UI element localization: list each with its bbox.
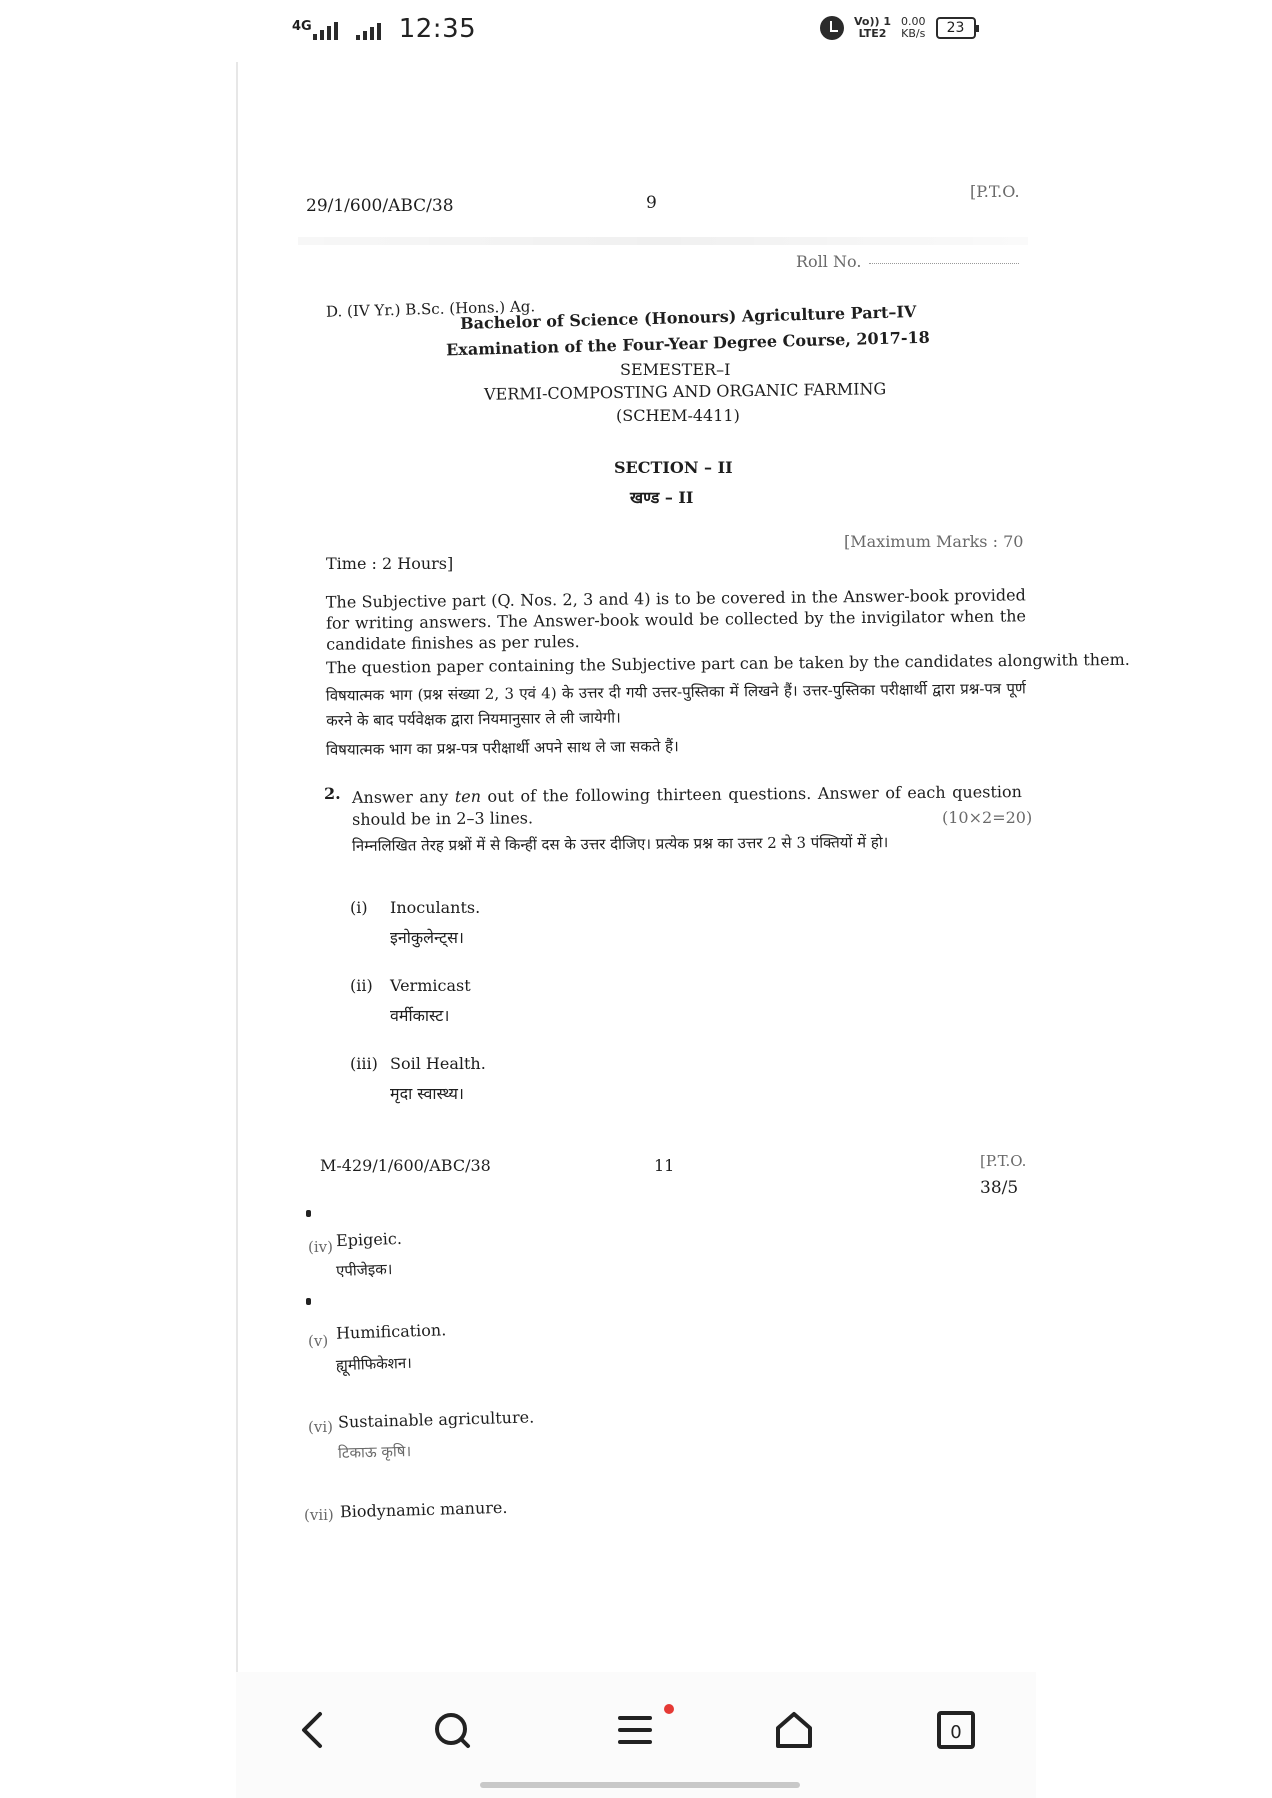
instruction-hi-1: विषयात्मक भाग (प्रश्न संख्या 2, 3 एवं 4) के उत्तर दी गयी उत्तर-पुस्तिका में लिखने हैं। उत्तर-पुस्तिका परीक्षार्थी द्वारा प्रश्न-पत्र पूर्ण करने के बाद पर्यवेक्षक द्वारा नियमानुसार ले ली जायेगी। [325, 679, 1026, 730]
back-arrow-icon [286, 1702, 342, 1758]
tabs-button[interactable] [928, 1702, 984, 1758]
semester: SEMESTER–I [620, 360, 731, 379]
tabs-icon [928, 1702, 984, 1758]
exam-line: Examination of the Four-Year Degree Course, 2017-18 [445, 327, 931, 360]
item-en: Vermicast [390, 976, 471, 995]
section-en: SECTION – II [614, 458, 733, 477]
question-text-post: out of the following thirteen questions. Answer of each question should be in 2–3 lines. [352, 782, 1022, 829]
speed-unit: KB/s [901, 27, 926, 40]
binding-mark [306, 1210, 311, 1217]
time-label: Time : 2 Hours] [326, 554, 454, 573]
roll-no-label: Roll No. [796, 252, 862, 271]
volte-bottom: LTE2 [858, 27, 887, 40]
menu-icon [608, 1702, 664, 1758]
header-page-number: 9 [646, 193, 657, 213]
max-marks: [Maximum Marks : 70 [844, 532, 1024, 551]
item-number: (ii) [350, 976, 373, 995]
navigation-bar [236, 1672, 1036, 1798]
question-marks: (10×2=20) [942, 808, 1033, 827]
back-button[interactable] [286, 1702, 342, 1758]
footer-page-number: 11 [654, 1156, 675, 1175]
search-icon [424, 1702, 480, 1758]
item-number: (v) [308, 1332, 329, 1350]
item-hi: वर्मीकास्ट। [390, 1006, 450, 1025]
paper-code: (SCHEM-4411) [616, 406, 740, 425]
instruction-en-2: The question paper containing the Subjective part can be taken by the candidates alongwith them. [325, 649, 1130, 678]
instruction-en-1: The Subjective part (Q. Nos. 2, 3 and 4) is to be covered in the Answer-book provided for writing answers. The Answer-book would be collected by the invigilator when the candidate finishes as per rules. [325, 585, 1027, 654]
gesture-bar[interactable] [480, 1782, 800, 1788]
signal-sim2-icon [356, 18, 381, 40]
signal-4g-icon [292, 18, 338, 40]
search-button[interactable] [424, 1702, 480, 1758]
question-text-em: ten [454, 786, 482, 807]
status-bar [0, 0, 1272, 62]
battery-icon [936, 17, 976, 39]
item-hi: इनोकुलेन्ट्स। [390, 928, 464, 947]
item-number: (iii) [350, 1054, 378, 1073]
footer-sheet-number: 38/5 [980, 1178, 1019, 1198]
binding-mark [306, 1298, 311, 1305]
alarm-icon [820, 16, 844, 40]
item-en: Epigeic. [335, 1228, 403, 1251]
item-number: (vii) [304, 1506, 334, 1524]
header-code: 29/1/600/ABC/38 [306, 196, 454, 216]
item-hi: टिकाऊ कृषि। [337, 1442, 412, 1462]
item-number: (i) [350, 898, 368, 917]
item-en: Humification. [335, 1320, 447, 1343]
network-label: 4G [292, 19, 312, 34]
home-icon [766, 1702, 822, 1758]
menu-button[interactable] [608, 1702, 664, 1758]
scan-artifact [298, 237, 1028, 245]
item-en: Inoculants. [390, 898, 481, 917]
footer-code: M-429/1/600/ABC/38 [320, 1156, 491, 1175]
speed-value: 0.00 [901, 15, 926, 28]
instruction-hi-2: विषयात्मक भाग का प्रश्न-पत्र परीक्षार्थी अपने साथ ले जा सकते हैं। [325, 737, 679, 759]
volte-indicator [854, 16, 891, 40]
header-pto: [P.T.O. [970, 182, 1020, 201]
network-speed [901, 16, 926, 40]
item-hi: मृदा स्वास्थ्य। [390, 1084, 464, 1103]
item-en: Soil Health. [390, 1054, 486, 1073]
subject: VERMI-COMPOSTING AND ORGANIC FARMING [483, 379, 887, 404]
course-short: D. (IV Yr.) B.Sc. (Hons.) Ag. [325, 297, 536, 321]
volte-top: Vo)) 1 [854, 15, 892, 28]
item-hi: ह्यूमीफिकेशन। [335, 1353, 413, 1375]
question-text [352, 781, 1022, 831]
item-en: Sustainable agriculture. [337, 1407, 535, 1432]
document-page[interactable] [236, 62, 1130, 1672]
home-button[interactable] [766, 1702, 822, 1758]
tab-count: 0 [950, 1722, 962, 1743]
item-hi: एपीजेइक। [335, 1260, 393, 1280]
question-text-pre: Answer any [351, 787, 455, 807]
roll-no-blank [869, 263, 1019, 264]
section-hi: खण्ड – II [630, 488, 694, 507]
roll-no [796, 252, 1019, 271]
footer-pto: [P.T.O. [980, 1152, 1027, 1170]
course-full: Bachelor of Science (Honours) Agriculture Part–IV [459, 302, 917, 333]
question-number: 2. [324, 784, 341, 803]
battery-level: 23 [946, 20, 965, 36]
clock-time: 12:35 [398, 14, 477, 44]
notification-dot [664, 1704, 674, 1714]
item-en: Biodynamic manure. [339, 1497, 508, 1522]
item-number: (iv) [308, 1238, 333, 1256]
question-text-hi: निम्नलिखित तेरह प्रश्नों में से किन्हीं दस के उत्तर दीजिए। प्रत्येक प्रश्न का उत्तर 2 से 3 पंक्तियों में हो। [351, 833, 889, 855]
item-number: (vi) [308, 1418, 333, 1436]
